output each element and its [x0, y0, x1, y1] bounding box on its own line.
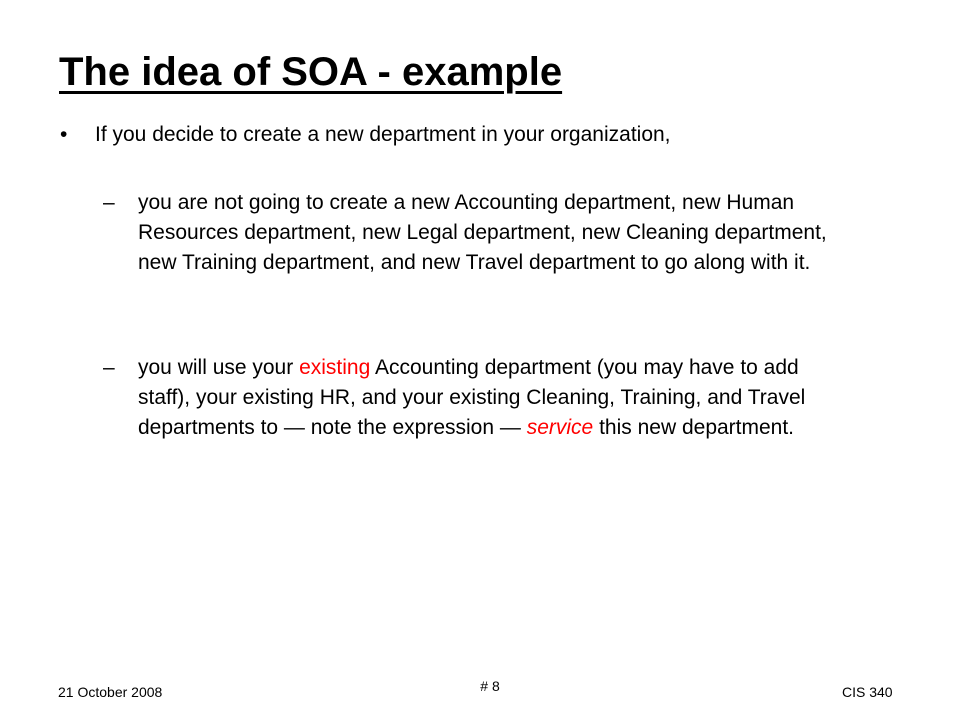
slide-title: The idea of SOA - example [59, 50, 563, 94]
subpoint-item [103, 188, 828, 278]
dash-marker: – [103, 356, 115, 379]
bullet-text: If you decide to create a new department in your organization, [95, 123, 671, 146]
footer-date: 21 October 2008 [58, 684, 163, 700]
highlight-service: service [526, 416, 594, 439]
subpoint-text-part: this new department. [593, 416, 795, 439]
highlight-existing: existing [299, 356, 371, 379]
footer-page-number: # 8 [480, 678, 500, 694]
footer-course: CIS 340 [842, 684, 893, 700]
subpoint-text-part: you will use your [138, 356, 300, 379]
subpoint-item [103, 353, 828, 443]
subpoint-text [138, 353, 828, 443]
bullet-marker: • [60, 123, 68, 146]
subpoint-text-part: Accounting department (you may have to add staff), your existing HR, and your existing Cleaning, Training, and Travel departments to — note the expression — [138, 356, 806, 439]
dash-marker: – [103, 191, 115, 214]
subpoint-text: you are not going to create a new Accounting department, new Human Resources department, new Legal department, new Cleaning department, new Training department, and new Travel department to go along with it. [138, 191, 827, 274]
bullet-item [60, 120, 780, 150]
